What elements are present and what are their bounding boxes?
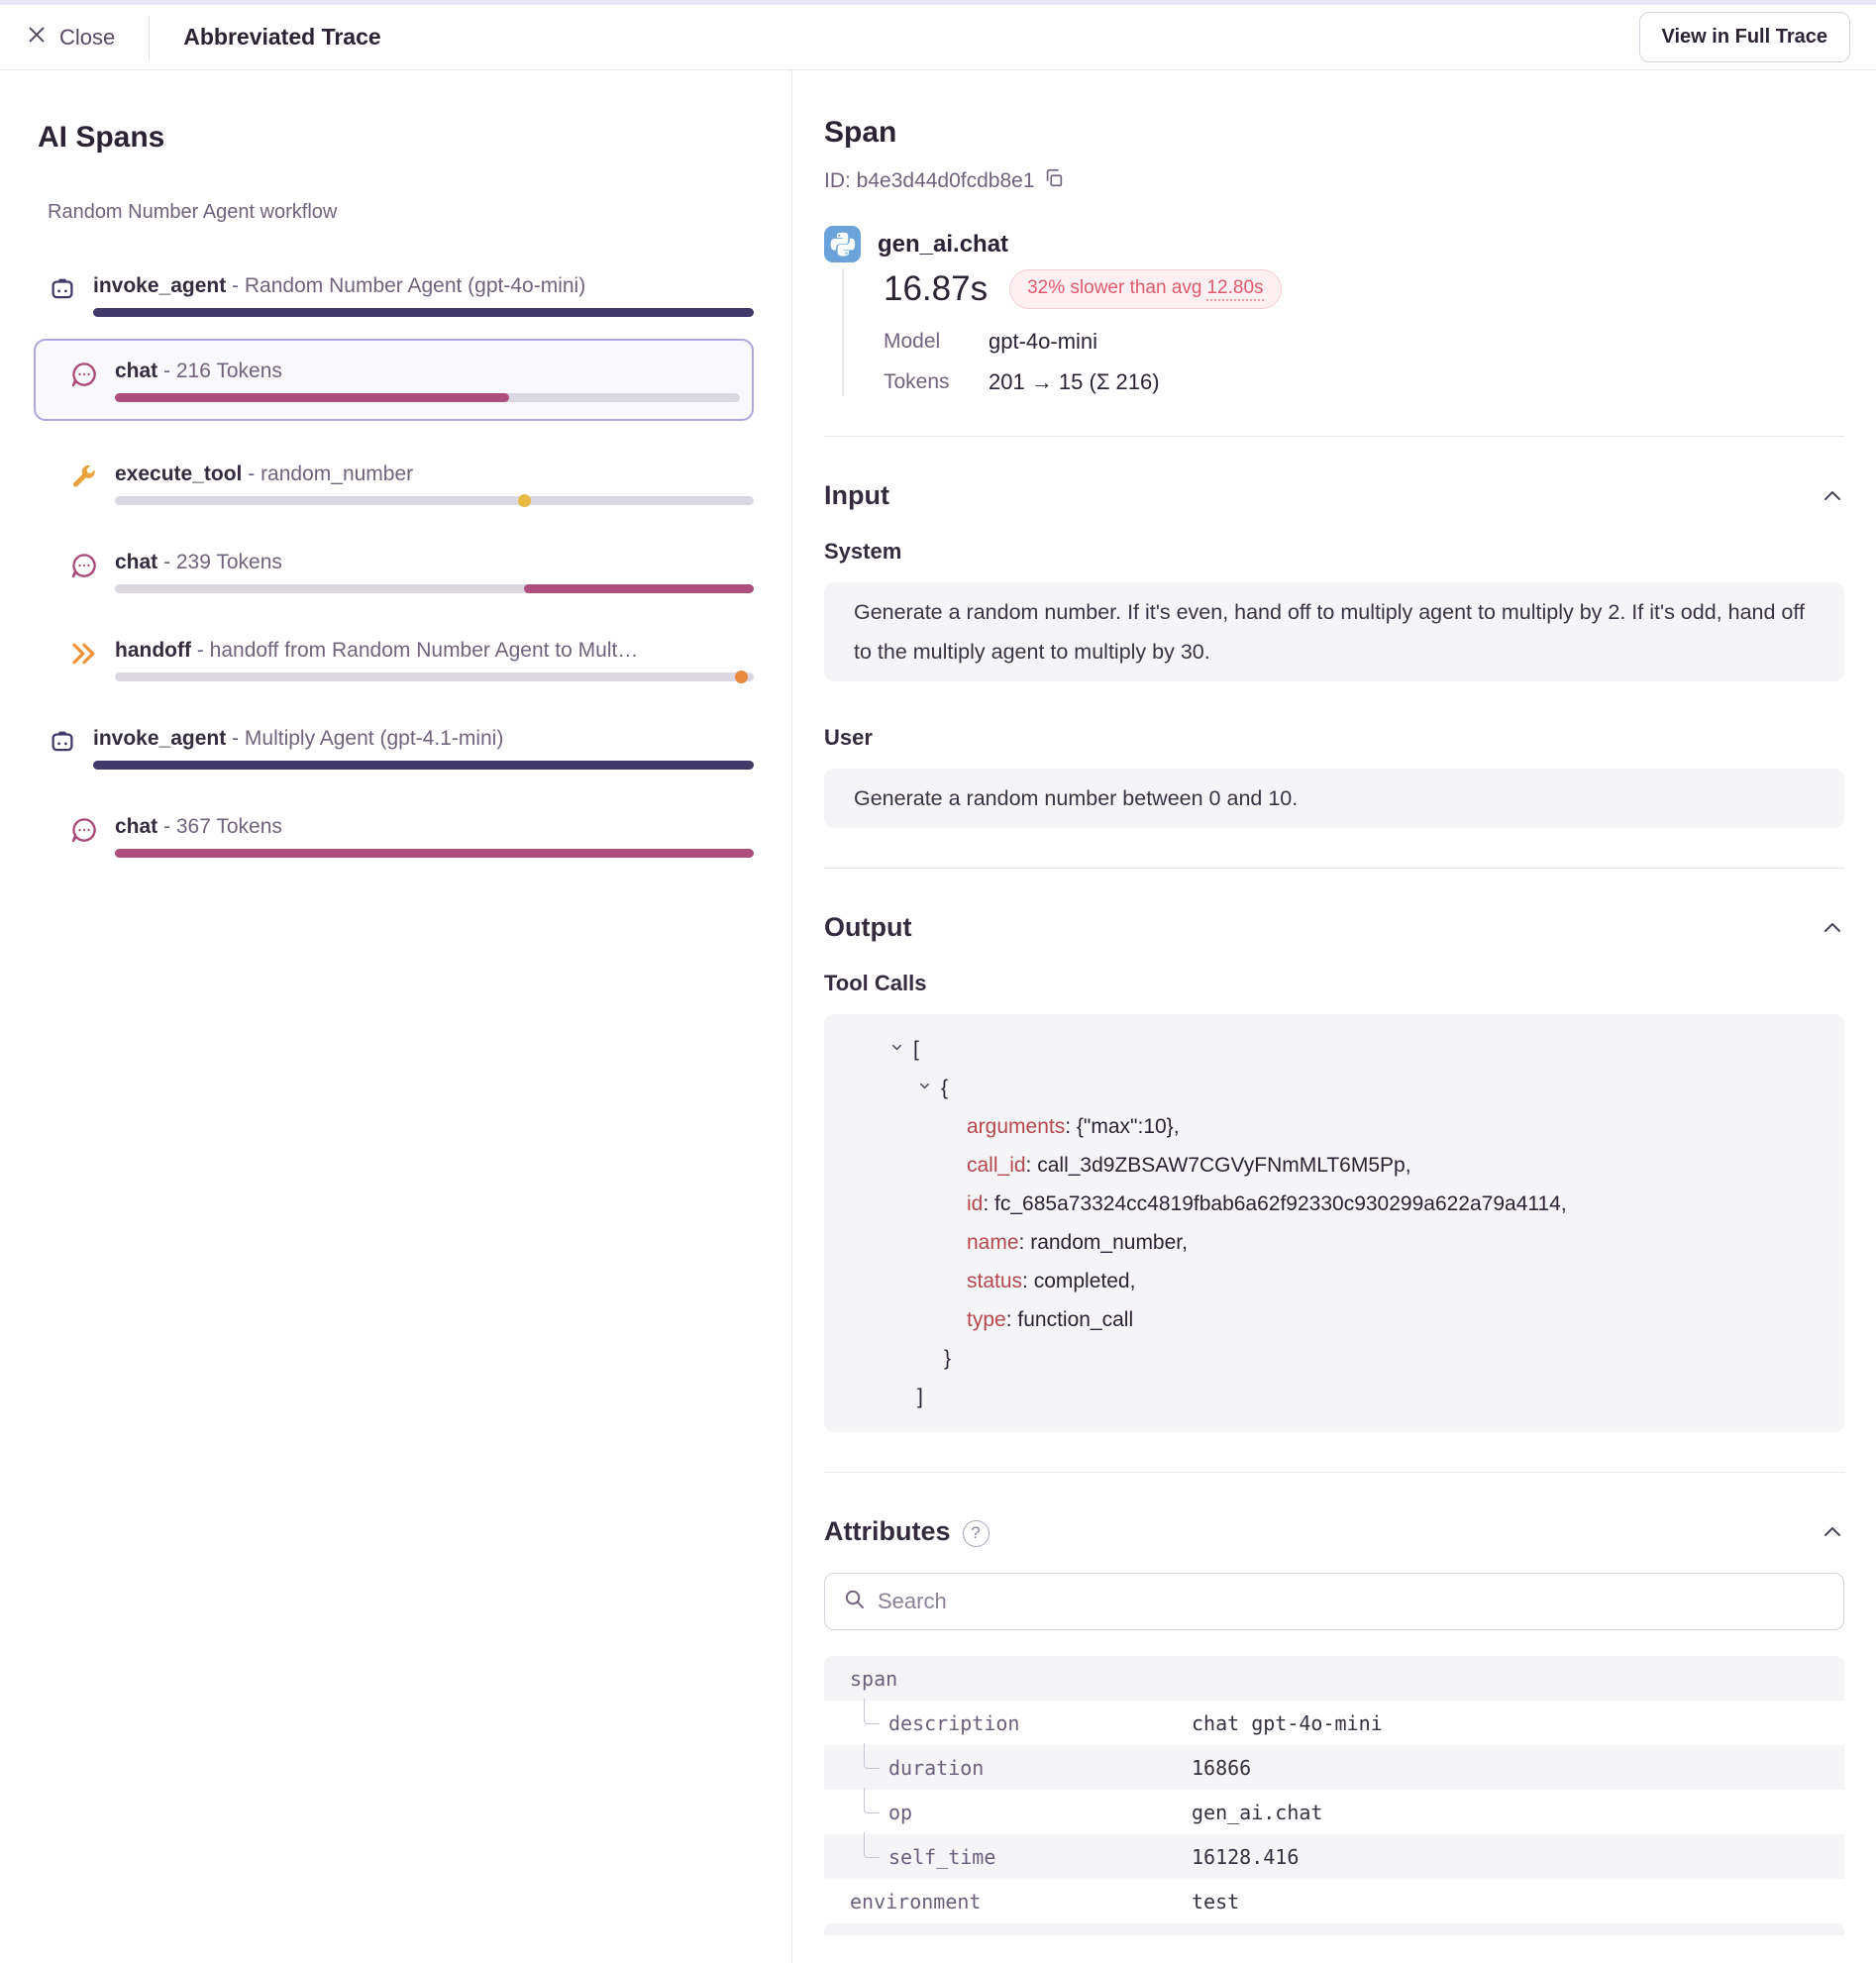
collapse-input-chevron-icon[interactable] (1821, 484, 1844, 508)
tree-connector (864, 1832, 880, 1858)
attribute-value: 16866 (1192, 1755, 1252, 1780)
collapse-attributes-chevron-icon[interactable] (1821, 1520, 1844, 1544)
user-label: User (824, 725, 873, 750)
json-field-status: status: completed, (967, 1270, 1136, 1292)
span-duration-bar (115, 496, 754, 505)
model-label: Model (884, 330, 941, 353)
handoff-icon (69, 639, 99, 669)
json-field-id: id: fc_685a73324cc4819fbab6a62f92330c930299a622a79a4114, (967, 1192, 1567, 1215)
attribute-value: test (1192, 1889, 1240, 1913)
attribute-row-partial (824, 1923, 1844, 1935)
span-list-item-execute_tool[interactable] (69, 461, 754, 505)
slower-than-avg-badge: 32% slower than avg 12.80s (1009, 269, 1281, 309)
span-list-item-chat[interactable] (69, 549, 754, 593)
python-icon (824, 226, 861, 262)
attribute-key: span (850, 1666, 898, 1691)
search-input[interactable] (878, 1589, 1825, 1614)
attribute-row-description (824, 1701, 1844, 1745)
span-duration-bar (93, 308, 754, 317)
chat-bubble-icon (69, 360, 99, 389)
span-operation-name: gen_ai.chat (878, 230, 1009, 258)
span-item-label: execute_tool - random_number (115, 463, 414, 485)
span-item-label: handoff - handoff from Random Number Agent to Mult… (115, 639, 639, 662)
attributes-search (824, 1573, 1844, 1630)
close-icon (26, 24, 48, 51)
user-prompt-text: Generate a random number between 0 and 10. (824, 769, 1844, 828)
input-section-title: Input (824, 480, 889, 510)
attributes-table (824, 1656, 1844, 1935)
search-icon (843, 1588, 866, 1615)
json-field-arguments: arguments: {"max":10}, (967, 1115, 1180, 1138)
tree-connector (864, 1788, 880, 1813)
json-field-type: type: function_call (967, 1308, 1134, 1331)
system-prompt-text: Generate a random number. If it's even, hand off to multiply agent to multiply by 2. If it's odd, hand off to the multiply agent to multiply by 30. (824, 582, 1844, 681)
span-item-label: invoke_agent - Random Number Agent (gpt-4o-mini) (93, 274, 586, 297)
json-array-open: [ (854, 1030, 1815, 1069)
chat-bubble-icon (69, 551, 99, 580)
span-list-item-invoke_agent[interactable] (38, 272, 754, 317)
tokens-label: Tokens (884, 370, 950, 393)
robot-icon (48, 274, 77, 304)
span-list-item-handoff[interactable] (69, 637, 754, 681)
span-duration-bar (93, 761, 754, 770)
ai-spans-title: AI Spans (38, 121, 165, 154)
attributes-section-title: Attributes (824, 1516, 951, 1546)
span-duration-bar (115, 672, 754, 681)
ai-spans-panel (0, 70, 792, 1963)
tool-calls-label: Tool Calls (824, 971, 927, 995)
avg-duration-value[interactable]: 12.80s (1206, 277, 1263, 301)
json-object-open: { (854, 1069, 1815, 1107)
span-item-label: chat - 367 Tokens (115, 815, 282, 838)
attribute-row-span (824, 1656, 1844, 1701)
divider (824, 1472, 1844, 1473)
span-list (38, 272, 754, 858)
copy-icon[interactable] (1043, 167, 1065, 196)
system-label: System (824, 539, 902, 564)
attribute-row-environment (824, 1879, 1844, 1923)
span-list-item-invoke_agent[interactable] (38, 725, 754, 770)
view-in-full-trace-button[interactable]: View in Full Trace (1639, 12, 1850, 62)
span-detail-title: Span (824, 116, 897, 149)
collapse-output-chevron-icon[interactable] (1821, 916, 1844, 940)
close-button[interactable] (26, 24, 115, 51)
span-duration: 16.87s (884, 269, 989, 308)
json-field-call_id: call_id: call_3d9ZBSAW7CGVyFNmMLT6M5Pp, (967, 1154, 1411, 1177)
tree-connector (864, 1699, 880, 1724)
span-item-label: chat - 216 Tokens (115, 360, 282, 382)
collapse-node-chevron-icon[interactable] (889, 1040, 904, 1055)
attribute-row-duration (824, 1745, 1844, 1790)
span-duration-bar (115, 849, 754, 858)
page-title: Abbreviated Trace (183, 24, 381, 50)
attribute-key: description (824, 1711, 1019, 1735)
span-list-item-chat[interactable] (34, 339, 754, 421)
tree-connector (864, 1743, 880, 1769)
attribute-row-self_time (824, 1834, 1844, 1879)
workflow-label: Random Number Agent workflow (48, 201, 338, 223)
output-section-title: Output (824, 912, 912, 942)
model-value: gpt-4o-mini (989, 329, 1098, 354)
json-field-name: name: random_number, (967, 1231, 1188, 1254)
attribute-value: chat gpt-4o-mini (1192, 1710, 1383, 1735)
close-label: Close (59, 24, 116, 50)
attribute-key: environment (850, 1889, 982, 1913)
json-array-close: ] (917, 1386, 923, 1408)
span-duration-bar (115, 584, 754, 593)
attribute-key: duration (824, 1756, 984, 1780)
span-duration-bar (115, 393, 740, 402)
wrench-icon (69, 463, 99, 492)
attribute-row-op (824, 1790, 1844, 1834)
span-item-label: invoke_agent - Multiply Agent (gpt-4.1-mini) (93, 727, 504, 750)
collapse-node-chevron-icon[interactable] (917, 1079, 932, 1093)
json-object-close: } (944, 1347, 952, 1370)
robot-icon (48, 727, 77, 757)
span-list-item-chat[interactable] (69, 813, 754, 858)
span-detail-panel (792, 70, 1876, 1963)
divider (824, 868, 1844, 869)
attribute-key: self_time (824, 1845, 995, 1869)
tool-calls-json (824, 1014, 1844, 1432)
help-icon[interactable]: ? (963, 1520, 990, 1547)
header-divider (149, 16, 150, 59)
tokens-value: 201 → 15 (Σ 216) (989, 369, 1160, 394)
attribute-value: gen_ai.chat (1192, 1800, 1323, 1824)
span-item-label: chat - 239 Tokens (115, 551, 282, 573)
divider (824, 436, 1844, 437)
chat-bubble-icon (69, 815, 99, 845)
span-id: ID: b4e3d44d0fcdb8e1 (824, 168, 1035, 192)
attribute-key: op (824, 1801, 912, 1824)
trace-header (0, 5, 1876, 70)
attribute-value: 16128.416 (1192, 1844, 1300, 1869)
